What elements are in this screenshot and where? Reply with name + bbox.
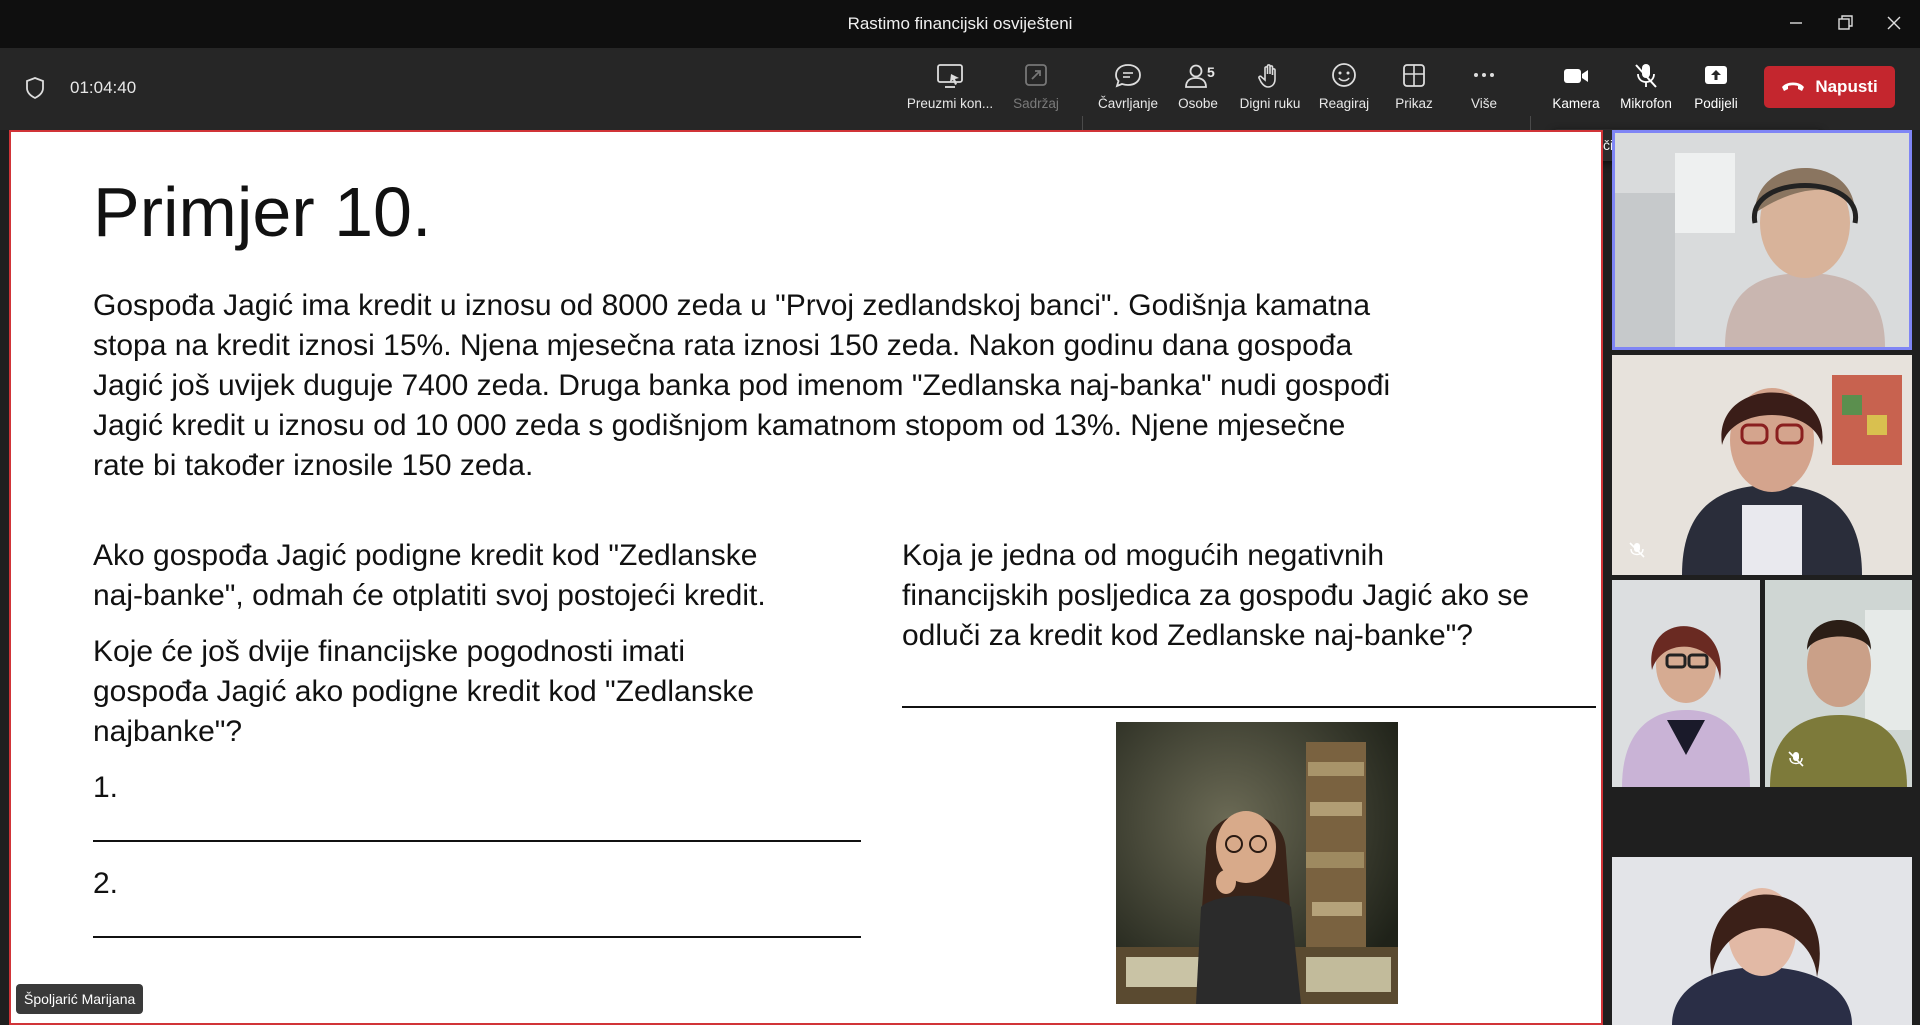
text-line: stopa na kredit iznosi 15%. Njena mjesečna rata iznosi 150 zeda. Nakon godinu dana gospođa [93, 329, 1353, 362]
slide-title: Primjer 10. [93, 173, 432, 251]
answer-2-number: 2. [93, 867, 119, 900]
participant-video [1612, 857, 1912, 1025]
emoji-icon [1329, 62, 1359, 90]
video-tile-participant-4[interactable] [1765, 580, 1912, 787]
camera-tooltip: Isključivanje [1552, 129, 1822, 161]
more-icon [1469, 62, 1499, 90]
text-line: odluči za kredit kod Zedlanske naj-banke"? [902, 619, 1473, 652]
minimize-icon [1788, 15, 1804, 31]
people-count: 5 [1207, 64, 1215, 80]
chat-icon [1113, 62, 1143, 90]
text-line: najbanke"? [93, 715, 243, 748]
share-screen-icon [1701, 62, 1731, 90]
text-line: Koje će još dvije financijske pogodnosti imati [93, 635, 685, 668]
right-answer-line [902, 706, 1596, 708]
more-label: Više [1470, 96, 1498, 111]
text-line: gospođa Jagić ako podigne kredit kod "Zedlanske [93, 675, 755, 708]
text-line: rate bi također iznosile 150 zeda. [93, 449, 534, 482]
slide-intro [93, 286, 1390, 486]
text-line: Ako gospođa Jagić podigne kredit kod "Zedlanske [93, 539, 758, 572]
share-content-icon [1021, 62, 1051, 90]
presenter-name-tag: Špoljarić Marijana [16, 984, 143, 1014]
take-control-icon [935, 62, 965, 90]
leave-label: Napusti [1815, 77, 1878, 96]
participant-video [1615, 133, 1909, 347]
raise-hand-label: Digni ruku [1239, 96, 1301, 111]
restore-button[interactable] [1826, 8, 1866, 38]
text-line: Gospođa Jagić ima kredit u iznosu od 8000 zeda u "Prvoj zedlandskoj banci". Godišnja kamatna [93, 289, 1371, 322]
participant-video [1612, 355, 1912, 575]
camera-label: Kamera [1552, 96, 1600, 111]
text-line: Jagić kredit u iznosu od 10 000 zeda s godišnjom kamatnom stopom od 13%. Njene mjesečne [93, 409, 1346, 442]
video-tile-participant-2[interactable] [1612, 355, 1912, 575]
video-tile-participant-3[interactable] [1612, 580, 1760, 787]
view-label: Prikaz [1395, 96, 1433, 111]
text-line: Jagić još uvijek duguje 7400 zeda. Druga banka pod imenom "Zedlanska naj-banka" nudi gospođi [93, 369, 1391, 402]
people-label: Osobe [1178, 96, 1218, 111]
raise-hand-icon [1255, 62, 1285, 90]
share-label: Podijeli [1694, 96, 1738, 111]
title-bar [0, 0, 1920, 48]
text-line: financijskih posljedica za gospođu Jagić ako se [902, 579, 1530, 612]
answer-1-number: 1. [93, 771, 119, 804]
content-label: Sadržaj [1013, 96, 1059, 111]
meeting-timer: 01:04:40 [70, 78, 137, 97]
share-button[interactable] [1670, 62, 1762, 118]
mic-label: Mikrofon [1620, 96, 1672, 111]
content-button[interactable] [990, 62, 1082, 118]
take-control-label: Preuzmi kon... [906, 96, 994, 111]
mic-off-icon [1631, 62, 1661, 90]
take-control-button[interactable] [904, 62, 996, 118]
close-button[interactable] [1874, 8, 1914, 38]
video-tile-active-speaker[interactable] [1612, 130, 1912, 350]
camera-icon [1561, 62, 1591, 90]
react-label: Reagiraj [1318, 96, 1370, 111]
text-line: naj-banke", odmah će otplatiti svoj postojeći kredit. [93, 579, 766, 612]
leave-button[interactable] [1764, 66, 1895, 108]
shield-icon[interactable] [24, 76, 46, 100]
mic-off-icon [1628, 541, 1646, 559]
answer-1-line [93, 840, 861, 842]
right-question [902, 536, 1529, 656]
meeting-toolbar [0, 48, 1920, 130]
participant-video [1612, 580, 1760, 787]
shared-slide [9, 130, 1603, 1025]
answer-2-line [93, 936, 861, 938]
minimize-button[interactable] [1776, 8, 1816, 38]
left-question [93, 632, 754, 752]
text-line: Koja je jedna od mogućih negativnih [902, 539, 1385, 572]
woman-with-money-image [1116, 722, 1398, 1004]
video-tile-self-view[interactable] [1612, 857, 1912, 1025]
mic-off-icon [1787, 750, 1805, 768]
restore-icon [1837, 14, 1855, 32]
left-statement [93, 536, 766, 616]
close-icon [1886, 15, 1902, 31]
window-title: Rastimo financijski osviješteni [847, 14, 1073, 33]
more-button[interactable] [1438, 62, 1530, 118]
phone-hangup-icon [1781, 80, 1805, 94]
chat-label: Čavrljanje [1097, 96, 1159, 111]
layout-icon [1399, 62, 1429, 90]
